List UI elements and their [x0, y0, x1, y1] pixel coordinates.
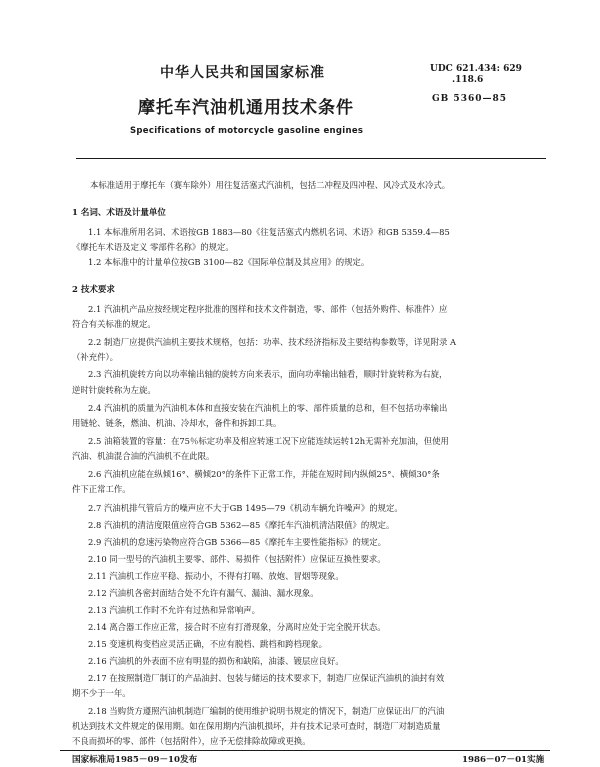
section-2-line: 2.4 汽油机的质量为汽油机本体和直接安装在汽油机上的零、部件质量的总和，但不包括功率输出	[88, 403, 448, 413]
gb-number: GB 5360—85	[432, 94, 507, 104]
section-2-line: 2.8 汽油机的清洁度限值应符合GB 5362—85《摩托车汽油机清洁限值》的规定。	[88, 520, 395, 530]
section-2-line: 2.5 油箱装置的容量：在75％标定功率及相应转速工况下应能连续运转12h无需补充加油，但使用	[88, 436, 449, 446]
udc-line-1: UDC 621.434: 629	[430, 64, 522, 74]
section-2-line: 2.6 汽油机应能在纵倾16°、横倾20°的条件下正常工作，并能在短时间内纵倾25°、横倾30°条	[88, 469, 440, 479]
section-2-line: 2.3 汽油机旋转方向以功率输出轴的旋转方向来表示，面向功率输出轴看，顺时针旋转称为右旋，	[88, 369, 448, 379]
section-2-line: 符合有关标准的规定。	[72, 319, 156, 329]
section-2-line: 用链轮、链条，燃油、机油、冷却水，备件和拆卸工具。	[72, 418, 282, 428]
section-1-line: 《摩托车术语及定义 零部件名称》的规定。	[72, 242, 234, 252]
section-2-line: 2.2 制造厂应提供汽油机主要技术规格，包括：功率、技术经济指标及主要结构参数等，详见附录 A	[88, 337, 457, 347]
section-2-line: 2.17 在按照制造厂制订的产品油封、包装与储运的技术要求下，制造厂应保证汽油机的油封有效	[88, 673, 445, 683]
section-2-line: 期不少于一年。	[72, 688, 131, 698]
section-1-heading: 1 名词、术语及计量单位	[72, 208, 166, 218]
implementation-date: 1986－07－01实施	[462, 755, 545, 765]
section-2-line: 2.16 汽油机的外表面不应有明显的损伤和缺陷，油漆、镀层应良好。	[88, 656, 344, 666]
section-2-line: 2.10 同一型号的汽油机主要零、部件、易损件（包括附件）应保证互换性要求。	[88, 554, 386, 564]
section-2-heading: 2 技术要求	[72, 285, 115, 295]
section-2-line: 汽油、机油混合油的汽油机不在此限。	[72, 451, 215, 461]
section-2-line: （补充件）。	[72, 352, 119, 362]
intro-paragraph: 本标准适用于摩托车（赛车除外）用往复活塞式汽油机，包括二冲程及四冲程、风冷式及水冷式。	[90, 180, 451, 190]
section-2-line: 2.15 变速机构变档应灵活正确，不应有脱档、跳档和跨档现象。	[88, 639, 328, 649]
section-2-line: 件下正常工作。	[72, 484, 131, 494]
section-1-line: 1.2 本标准中的计量单位按GB 3100—82《国际单位制及其应用》的规定。	[88, 257, 370, 267]
section-2-line: 2.9 汽油机的怠速污染物应符合GB 5366—85《摩托车主要性能指标》的规定。	[88, 537, 386, 547]
document-title: 摩托车汽油机通用技术条件	[138, 98, 354, 118]
udc-line-2: .118.6	[452, 75, 484, 85]
udc-code	[430, 64, 522, 86]
header-divider	[76, 158, 546, 159]
section-2-line: 2.7 汽油机排气管后方的噪声应不大于GB 1495—79《机动车辆允许噪声》的规定。	[88, 503, 403, 513]
section-2-line: 逆时针旋转称为左旋。	[72, 385, 156, 395]
footer-divider	[60, 750, 550, 751]
section-2-line: 2.14 离合器工作应正常，接合时不应有打滑现象，分离时应处于完全脱开状态。	[88, 622, 386, 632]
section-2-line: 机达到技术文件规定的保用期。如在保用期内汽油机损坏，并有技术记录可查时，制造厂对制造质量	[72, 721, 441, 731]
section-2-line: 2.13 汽油机工作时不允许有过热和异常响声。	[88, 605, 261, 615]
section-2-line: 2.12 汽油机各密封面结合处不允许有漏气、漏油、漏水现象。	[88, 588, 319, 598]
document-subtitle-english: Specifications of motorcycle gasoline engines	[130, 126, 364, 136]
section-2-line: 2.11 汽油机工作应平稳、振动小，不得有打嗝、放炮、冒烟等现象。	[88, 571, 344, 581]
section-2-line: 2.1 汽油机产品应按经规定程序批准的图样和技术文件制造，零、部件（包括外购件、标准件）应	[88, 304, 448, 314]
national-standard-label: 中华人民共和国国家标准	[160, 65, 325, 81]
section-2-line: 不良而损坏的零、部件（包括附件），应予无偿排除故障或更换。	[72, 736, 311, 746]
issue-date: 国家标准局1985－09－10发布	[72, 755, 198, 765]
section-1-line: 1.1 本标准所用名词、术语按GB 1883—80《往复活塞式内燃机名词、术语》和GB 5359.4—85	[88, 227, 450, 237]
section-2-line: 2.18 当购货方遵照汽油机制造厂编制的使用维护说明书规定的情况下，制造厂应保证出厂的汽油	[88, 706, 445, 716]
